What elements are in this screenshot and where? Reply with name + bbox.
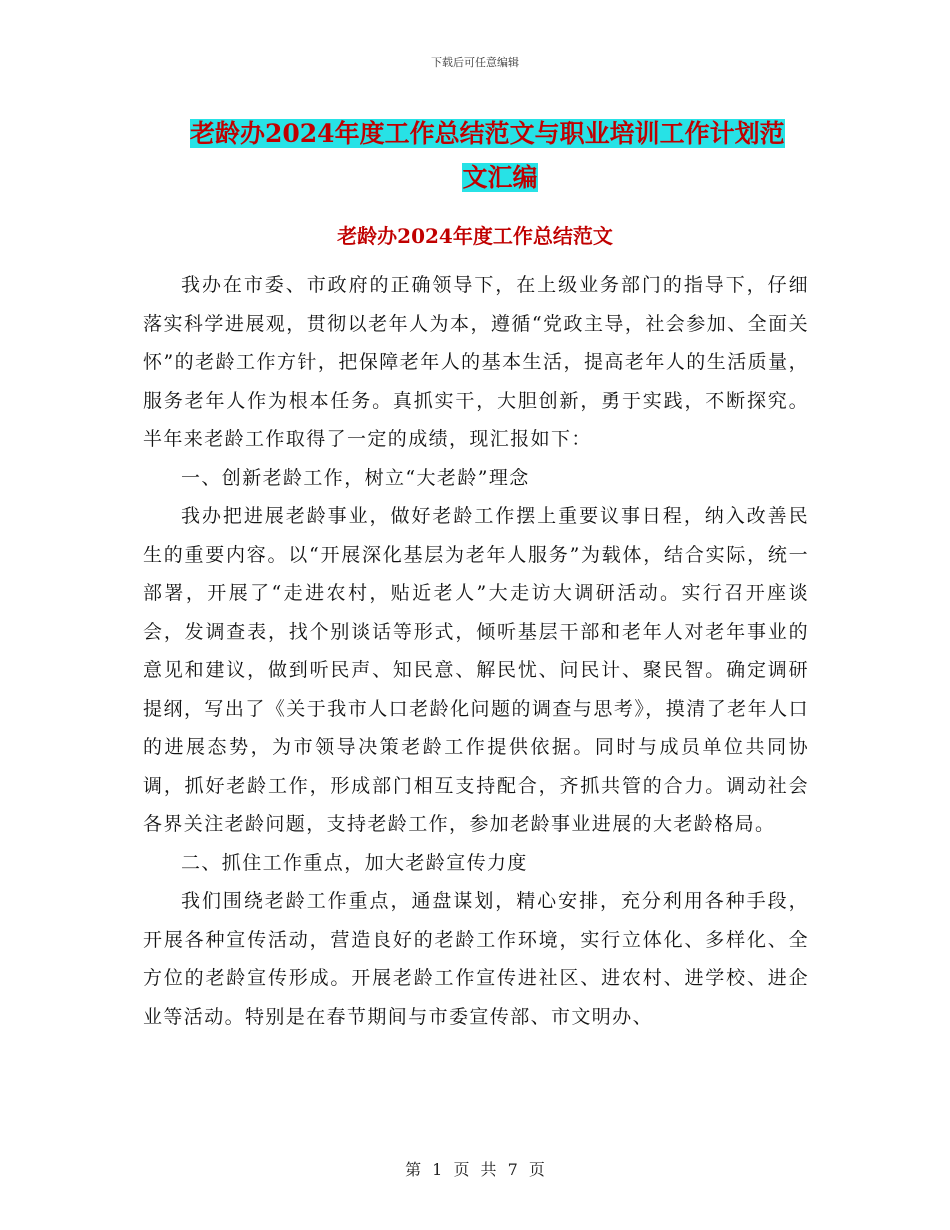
heading-section-1: 一、创新老龄工作，树立“大老龄”理念 [181, 466, 530, 489]
page-header: 下载后可任意编辑 [431, 56, 519, 69]
paragraph-section-1: 我办把进展老龄事业，做好老龄工作摆上重要议事日程，纳入改善民生的重要内容。以“开展深化基层为老年人服务”为载体，结合实际，统一部署，开展了“走进农村，贴近老人”大走访大调研活动。实行召开座谈会，发调查表，找个别谈话等形式，倾听基层干部和老年人对老年事业的意见和建议，做到听民声、知民意、解民忧、问民计、聚民智。确定调研提纲，写出了《关于我市人口老龄化问题的调查与思考》，摸清了老年人口的进展态势，为市领导决策老龄工作提供依据。同时与成员单位共同协调，抓好老龄工作，形成部门相互支持配合，齐抓共管的合力。调动社会各界关注老龄问题，支持老龄工作，参加老龄事业进展的大老龄格局。 [143, 505, 809, 835]
section-title: 老龄办2024年度工作总结范文 [337, 224, 613, 248]
heading-section-2: 二、抓住工作重点，加大老龄宣传力度 [181, 851, 528, 874]
document-body [143, 266, 809, 1036]
page-footer: 第 1 页 共 7 页 [405, 1160, 545, 1179]
document-title-line-1: 老龄办2024年度工作总结范文与职业培训工作计划范 [190, 119, 785, 148]
paragraph-section-2: 我们围绕老龄工作重点，通盘谋划，精心安排，充分利用各种手段，开展各种宣传活动，营造良好的老龄工作环境，实行立体化、多样化、全方位的老龄宣传形成。开展老龄工作宣传进社区、进农村、进学校、进企业等活动。特别是在春节期间与市委宣传部、市文明办、 [143, 890, 809, 1028]
paragraph-intro: 我办在市委、市政府的正确领导下，在上级业务部门的指导下，仔细落实科学进展观，贯彻以老年人为本，遵循“党政主导，社会参加、全面关怀”的老龄工作方针，把保障老年人的基本生活，提高老年人的生活质量，服务老年人作为根本任务。真抓实干，大胆创新，勇于实践，不断探究。半年来老龄工作取得了一定的成绩，现汇报如下： [143, 274, 809, 450]
document-title [190, 112, 810, 200]
document-title-line-2: 文汇编 [462, 163, 538, 192]
